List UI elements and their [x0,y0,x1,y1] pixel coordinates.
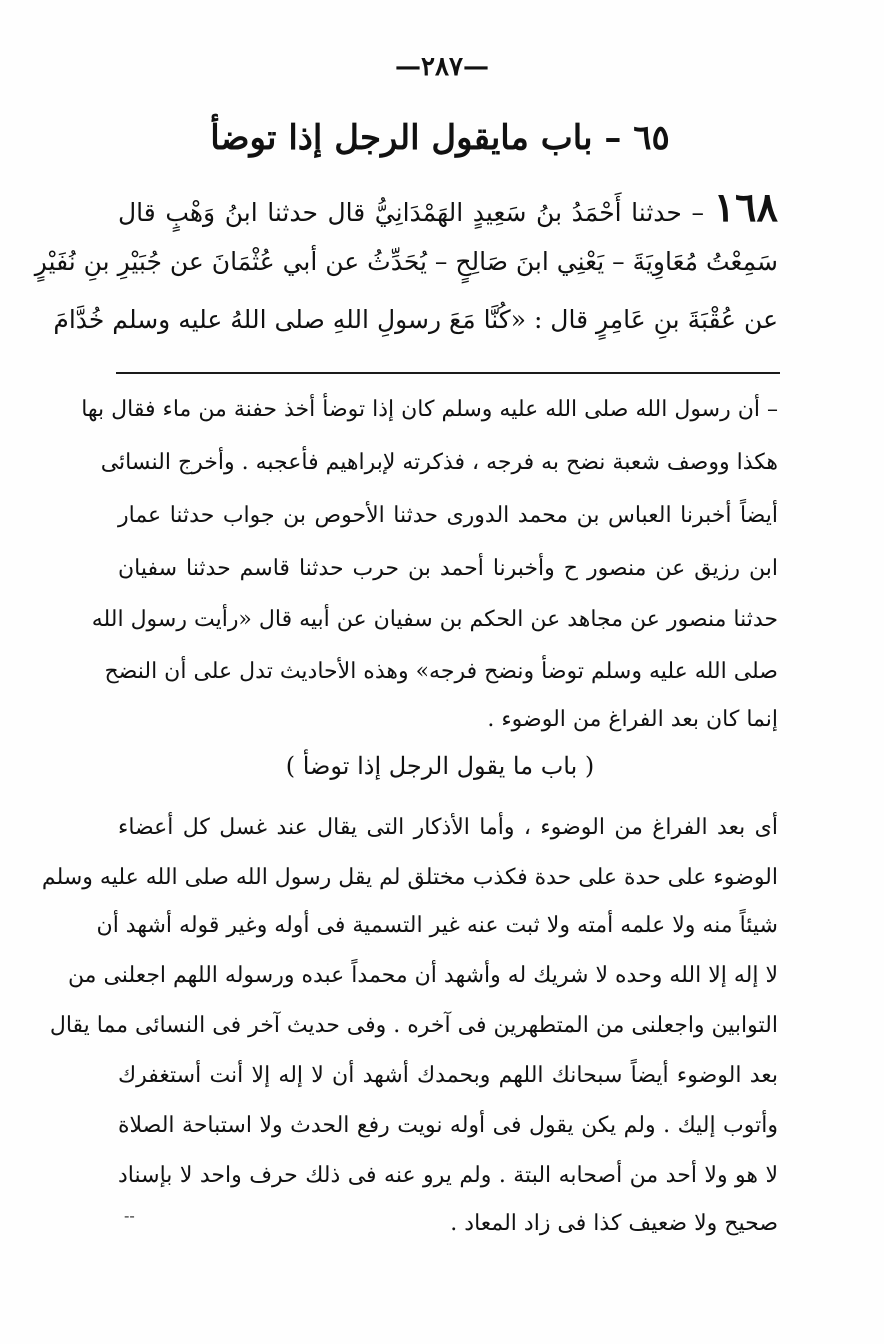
commentary-bottom-line-3: شيئاً منه ولا علمه أمته ولا ثبت عنه غير التسمية فى أوله وغير قوله أشهد أن [96,913,778,938]
hadith-line-2: سَمِعْتُ مُعَاوِيَةَ – يَعْنِي ابنَ صَالِحٍ – يُحَدِّثُ عن أبي عُثْمَانَ عن جُبَيْرِ بنِ نُفَيْرٍ [34,247,778,276]
commentary-top-line-1: – أن رسول الله صلى الله عليه وسلم كان إذا توضأ أخذ حفنة من ماء فقال بها [81,397,778,422]
commentary-bottom-line-2: الوضوء على حدة على حدة فكذب مختلق لم يقل رسول الله صلى الله عليه وسلم [41,865,778,890]
hadith-line-3: عن عُقْبَةَ بنِ عَامِرٍ قال : «كُنَّا مَعَ رسولِ اللهِ صلى اللهُ عليه وسلم خُدَّامَ [53,305,778,334]
commentary-bottom-line-7: وأتوب إليك . ولم يكن يقول فى أوله نويت رفع الحدث ولا استباحة الصلاة [118,1113,778,1138]
commentary-top-line-4: ابن رزيق عن منصور ح وأخبرنا أحمد بن حرب حدثنا قاسم حدثنا سفيان [118,556,778,581]
commentary-top-line-3: أيضاً أخبرنا العباس بن محمد الدورى حدثنا الأحوص بن جواب حدثنا عمار [118,503,778,528]
chapter-title: ٦٥ – باب مايقول الرجل إذا توضأ [210,118,670,158]
sub-heading: ( باب ما يقول الرجل إذا توضأ ) [285,752,595,780]
commentary-top-line-6: صلى الله عليه وسلم توضأ ونضح فرجه» وهذه الأحاديث تدل على أن النضح [104,659,778,684]
commentary-top-line-5: حدثنا منصور عن مجاهد عن الحكم بن سفيان عن أبيه قال «رأيت رسول الله [91,607,778,632]
commentary-bottom-line-1: أى بعد الفراغ من الوضوء ، وأما الأذكار التى يقال عند غسل كل أعضاء [118,815,778,840]
trailing-mark: -- [124,1206,135,1225]
commentary-bottom-line-6: بعد الوضوء أيضاً سبحانك اللهم وبحمدك أشهد أن لا إله إلا أنت أستغفرك [118,1063,778,1088]
hadith-first-line-text: – حدثنا أَحْمَدُ بنُ سَعِيدٍ الهَمْدَانِيُّ قال حدثنا ابنُ وَهْبٍ قال [118,198,704,227]
commentary-top-line-7: إنما كان بعد الفراغ من الوضوء . [487,707,778,732]
hadith-number: ١٦٨ [713,184,779,231]
page-number: —٢٨٧— [395,52,489,82]
commentary-bottom-line-8: لا هو ولا أحد من أصحابه البتة . ولم يرو عنه فى ذلك حرف واحد لا بإسناد [118,1163,778,1188]
commentary-bottom-line-9: صحيح ولا ضعيف كذا فى زاد المعاد . [450,1211,778,1236]
footnote-divider [116,372,780,374]
commentary-top-line-2: هكذا ووصف شعبة نضح به فرجه ، فذكرته لإبراهيم فأعجبه . وأخرج النسائى [100,450,778,475]
commentary-bottom-line-5: التوابين واجعلنى من المتطهرين فى آخره . وفى حديث آخر فى النسائى مما يقال [49,1013,778,1038]
commentary-bottom-line-4: لا إله إلا الله وحده لا شريك له وأشهد أن محمداً عبده ورسوله اللهم اجعلنى من [67,963,778,988]
hadith-line-1 [118,186,778,230]
